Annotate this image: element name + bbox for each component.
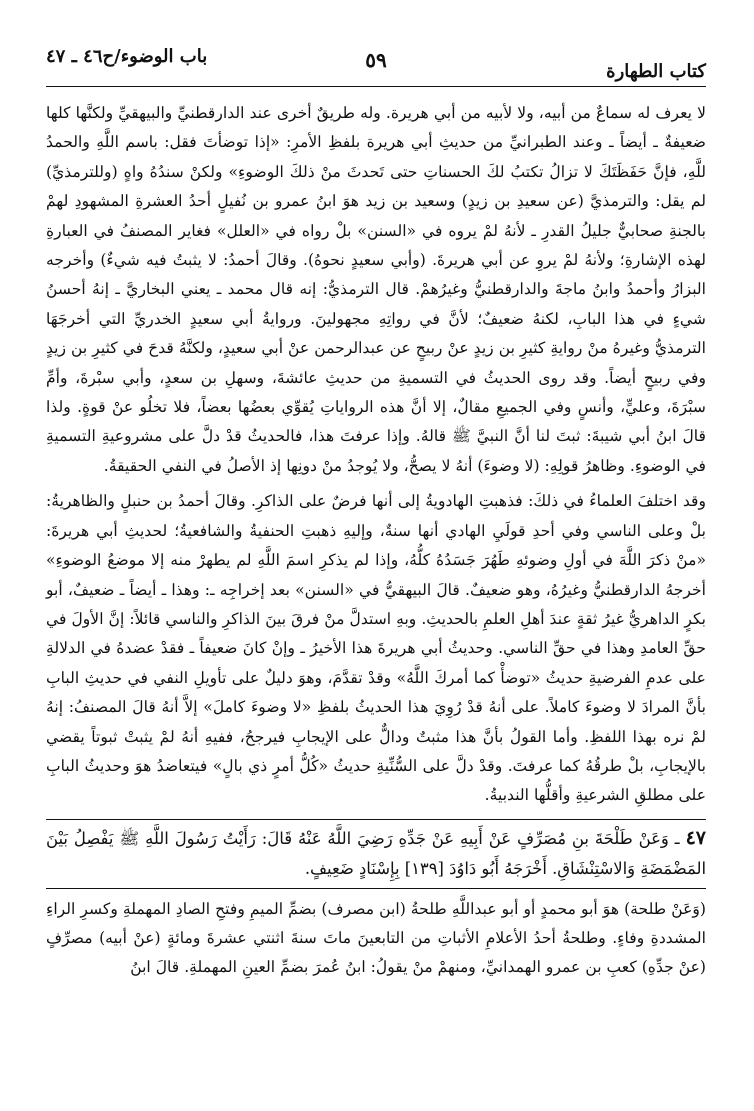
book-title: كتاب الطهارة — [606, 61, 706, 82]
page-number: ٥٩ — [365, 48, 387, 72]
commentary-paragraph-2: وقد اختلفَ العلماءُ في ذلكَ: فذهبتِ الهادويةُ إلى أنها فرضٌ على الذاكرِ. وقالَ أحمدُ بن حنبلٍ والظاهريةُ: بلْ وعلى الناسي وفي أحدِ قولَيِ الهادي أنها سنةٌ، وإليهِ ذهبتِ الحنفيةُ والشافعيةُ؛ لحديثِ أبي هريرةَ: «منْ ذكرَ اللَّهَ في أولِ وضوئهِ طَهُرَ جَسَدُهُ كلُّهُ، وإذا لم يذكرِ اسمَ اللَّهِ لم يطهرْ منه إلا موضعُ الوضوءِ» أخرجهُ الدارقطنيُّ وغيرُهُ، وهو ضعيفٌ. قالَ البيهقيُّ في «السنن» بعد إخراجِه ـ: وهذا ـ أيضاً ـ ضعيفٌ، أبو بكرٍ الداهريُّ غيرُ ثقةٍ عندَ أهلِ العلمِ بالحديثِ. وبهِ استدلَّ منْ فرقَ بينَ الذاكرِ والناسي قائلاً: إنَّ الأولَ في حقِّ العامدِ وهذا في حقِّ الناسي. وحديثُ أبي هريرةَ هذا الأخيرُ ـ وإنْ كانَ ضعيفاً ـ فقدْ عضدهُ في الدلالةِ على عدمِ الفرضيةِ حديثُ «توضأْ كما أمركَ اللَّهُ» وقدْ تقدَّمَ، وهوَ دليلٌ على تأويلِ النفي في حديثِ البابِ بأنَّ المرادَ لا وضوءَ كاملاً. على أنهُ قدْ رُوِيَ هذا الحديثُ بلفظِ «لا وضوءَ كاملَ» إلاَّ أنهُ قالَ المصنفُ: إنهُ لمْ نره بهذا اللفظِ. وأما القولُ بأنَّ هذا مثبتٌ ودالٌّ على الإيجابِ فيرجحُ، ففيهِ أنهُ لمْ يثبتْ ثبوتاً يقضي بالإيجابِ، بلْ طرقُهُ كما عرفتَ. وقدْ دلَّ على السُّنِّيةِ حديثُ «كُلُّ أمرٍ ذي بالٍ» فيتعاضدُ هوَ وحديثُ البابِ على مطلقِ الشرعيةِ وأقلُّها الندبيةُ. — [46, 492, 706, 805]
hadith-number: ٤٧ — [685, 826, 706, 849]
commentary-paragraph-3: (وَعَنْ طلحة) هوَ أبو محمدٍ أو أبو عبداللَّهِ طلحةُ (ابن مصرف) بضمِّ الميمِ وفتحِ الصادِ المهملةِ وكسرِ الراءِ المشددةِ وفاءٍ. وطلحةُ أحدُ الأعلامِ الأثباتِ من التابعينَ ماتَ سنةَ اثنتي عشرةَ ومائةٍ (عنْ أبيه) مصرِّفٍ (عنْ جدِّهِ) كعبِ بن عمرو الهمدانيِّ، ومنهمْ منْ يقولُ: ابنُ عُمرَ بضمِّ العينِ المهملةِ. قالَ ابنُ — [46, 899, 706, 977]
hadith-block — [46, 819, 706, 889]
hadith-text: ـ وَعَنْ طَلْحَةَ بنِ مُصَرِّفٍ عَنْ أَبِيهِ عَنْ جَدِّهِ رَضِيَ اللَّهُ عَنْهُ قَالَ: رَأَيْتُ رَسُولَ اللَّهِ ﷺ يَفْصِلُ بَيْنَ المَضْمَضَةِ وَالاسْتِنْشَاقِ. أَخْرَجَهُ أَبُو دَاوُدَ [١٣٩] بِإِسْنَادٍ ضَعِيفٍ. — [46, 828, 706, 879]
page-body — [46, 87, 706, 983]
page-header — [46, 44, 706, 87]
commentary-paragraph-1: لا يعرف له سماعٌ من أبيه، ولا لأبيه من أبي هريرة. وله طريقٌ أخرى عند الدارقطنيِّ والبيهقيِّ ولكنَّها كلها ضعيفةٌ ـ أيضاً ـ وعند الطبرانيِّ من حديثِ أبي هريرة بلفظِ الأمرِ: «إذا توضأتَ فقل: باسم اللَّهِ والحمدُ للَّهِ، فإنَّ حَفَظَتَكَ لا تزالُ تكتبُ لكَ الحسناتِ حتى تَحدثَ منْ ذلكَ الوضوءِ» ولكنْ سندُهُ واهٍ (وللترمذيِّ) لم يقل: والترمذيَّ (عن سعيدِ بن زيدٍ) وسعيد بن زيد هوَ ابنُ عمرو بن نُفيلٍ أحدُ العشرةِ المشهودِ لهمْ بالجنةِ صحابيٌّ جليلُ القدرِ ـ لأنهُ لمْ يروه في «السنن» بلْ رواه في «العلل» فغاير المصنفُ في العبارةِ لهذه الإشارةِ؛ ولأنهُ لمْ يروِ عن أبي هريرةَ. (وأبي سعيدٍ نحوهُ). وقالَ أحمدُ: لا يثبتُ فيه شيءٌ) وأخرجه البزارُ وأحمدُ وابنُ ماجةَ والدارقطنيُّ وغيرُهمْ. قال الترمذيُّ: إنه قال محمد ـ يعني البخاريَّ ـ إنهُ أحسنُ شيءٍ في هذا البابِ، لكنهُ ضعيفٌ؛ لأنَّ في رواتِهِ مجهولينَ. وروايةُ أبي سعيدٍ الخدريِّ التي أخرجَهَا الترمذيُّ وغيرهُ منْ روايةِ كثيرِ بن زيدٍ عنْ ربيحٍ عن عبدالرحمن عنْ أبي سعيدٍ، ولكنَّهُ قدحَ في كثيرِ بن زيدٍ وفي ربيحٍ أيضاً. وقد روى الحديثُ في التسميةِ من حديثِ عائشةَ، وسهلِ بن سعدٍ، وأبي سبْرةَ، وأمِّ سبْرَةَ، وعليٍّ، وأنسٍ وفي الجميعِ مقالٌ، إلا أنَّ هذه الرواياتِ يُقوِّي بعضُها بعضاً، فلا تخلُو عنْ قوةٍ. ولذا قالَ ابنُ أبي شيبةَ: ثبتَ لنا أنَّ النبيَّ ﷺ قالهُ. وإذا عرفتَ هذا، فالحديثُ قدْ دلَّ على مشروعيةِ التسميةِ في الوضوءِ. وظاهرُ قولِهِ: (لا وضوءَ) أنهُ لا يصحُّ، ولا يُوجدُ منْ دونِها إذ الأصلُ في النفي الحقيقةُ. — [46, 104, 706, 475]
chapter-reference: باب الوضوء/ح٤٦ ـ ٤٧ — [46, 46, 208, 67]
